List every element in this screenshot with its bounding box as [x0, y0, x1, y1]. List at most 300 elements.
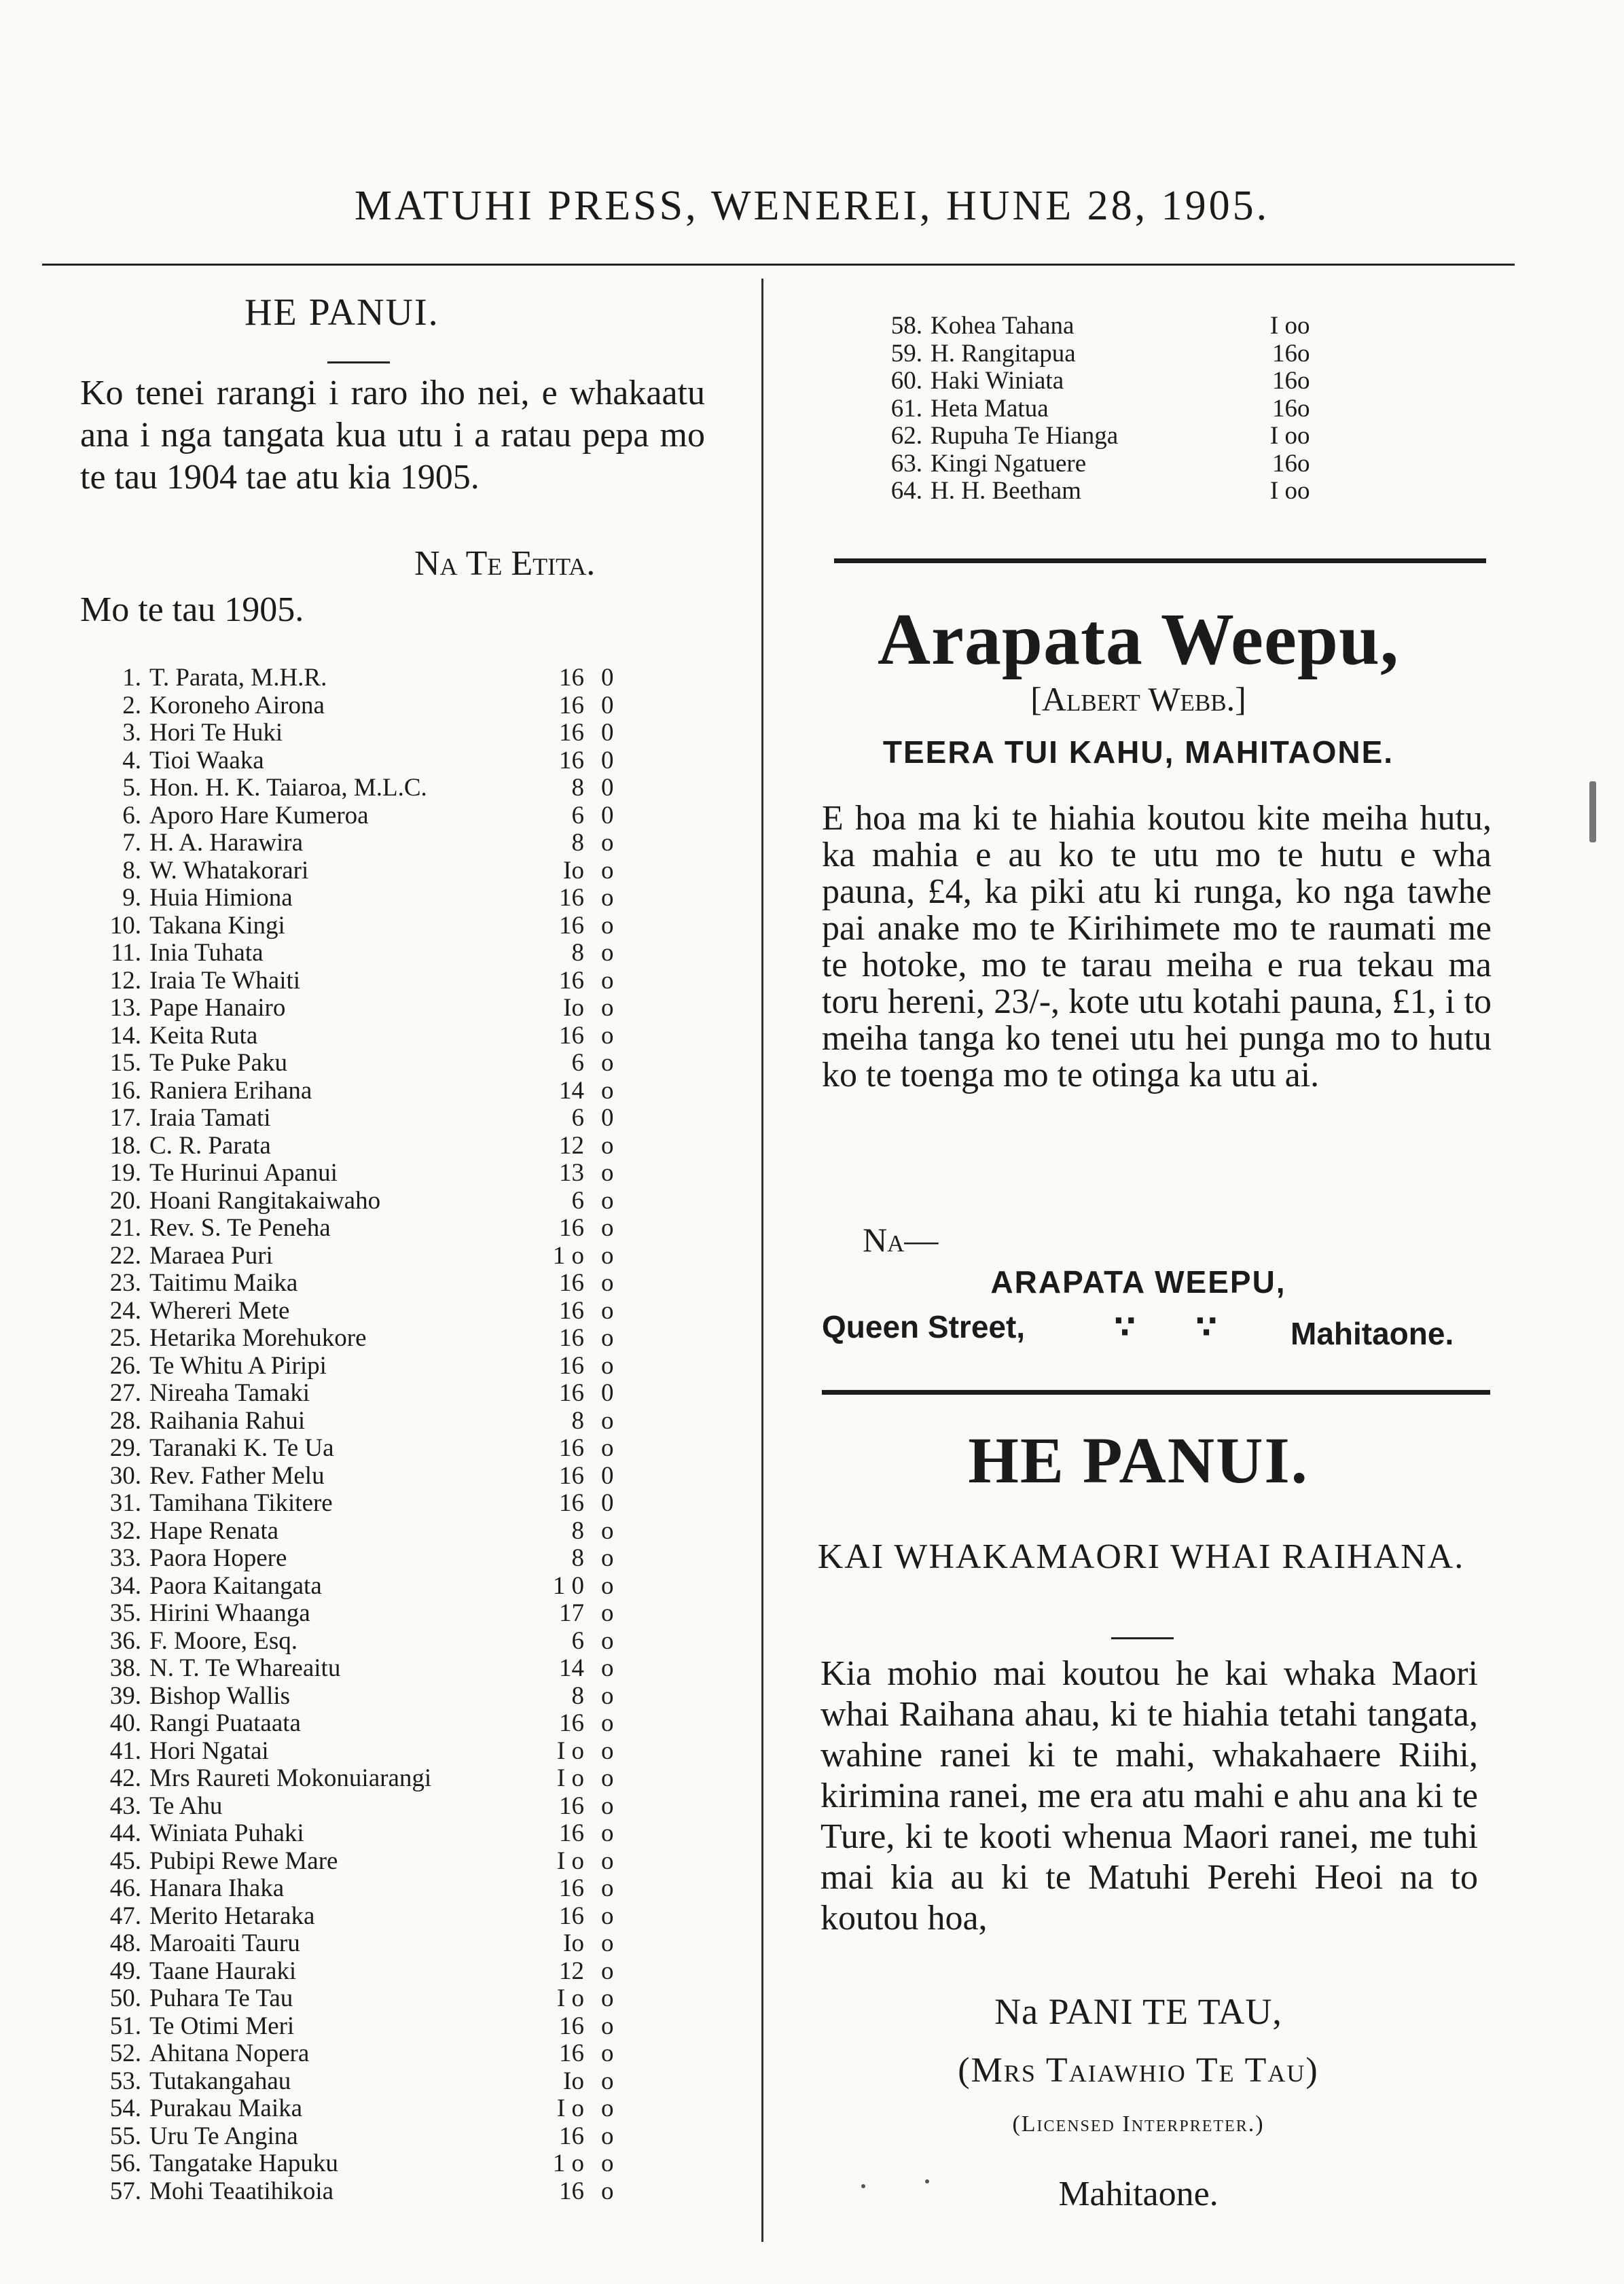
subscriber-number: 27. — [109, 1379, 141, 1407]
amount-shillings: 13 — [559, 1159, 584, 1187]
subscriber-row — [890, 395, 1433, 423]
subscriber-row — [109, 1214, 614, 1243]
amount-pence: o — [601, 1599, 614, 1627]
amount-pence: 0 — [601, 1489, 614, 1517]
subscriber-name: F. Moore, Esq. — [149, 1626, 298, 1655]
subscriber-row — [109, 1736, 614, 1766]
subscriber-row — [109, 1324, 614, 1353]
subscriber-row — [109, 1434, 614, 1463]
subscriber-row — [109, 2012, 614, 2041]
amount-shillings: 8 — [571, 1406, 584, 1435]
amount-pence: o — [601, 2067, 614, 2095]
amount-shillings: Io — [563, 2067, 584, 2095]
subscriber-name: Te Otimi Meri — [149, 2012, 295, 2040]
speck — [925, 2179, 929, 2183]
subscriber-row — [109, 1049, 614, 1077]
amount-pence: o — [601, 1571, 614, 1600]
subscriber-row — [890, 368, 1433, 395]
advert-title: Arapata Weepu, — [877, 599, 1400, 680]
subscriber-number: 28. — [109, 1406, 141, 1435]
subscriber-name: Raihania Rahui — [149, 1406, 306, 1435]
amount-shillings: 16 — [1272, 449, 1297, 478]
subscriber-row — [109, 994, 614, 1022]
subscriber-number: 38. — [109, 1654, 141, 1682]
amount-pence: o — [1297, 422, 1310, 450]
amount-shillings: 12 — [559, 1957, 584, 1985]
amount-shillings: 8 — [571, 939, 584, 967]
subscriber-name: Tutakangahau — [149, 2067, 291, 2095]
amount-pence: o — [601, 884, 614, 912]
subscriber-name: Rev. S. Te Peneha — [149, 1214, 331, 1242]
subscriber-row — [109, 1186, 614, 1215]
amount-shillings: 8 — [571, 774, 584, 802]
subscriber-number: 3. — [122, 719, 141, 747]
advert-trade: TEERA TUI KAHU, MAHITAONE. — [882, 734, 1394, 770]
subscriber-number: 31. — [109, 1489, 141, 1517]
subscriber-number: 43. — [109, 1791, 141, 1820]
subscriber-name: Nireaha Tamaki — [149, 1379, 310, 1407]
amount-pence: o — [601, 1681, 614, 1710]
subscriber-name: H. H. Beetham — [931, 477, 1081, 505]
subscriber-name: W. Whatakorari — [149, 856, 309, 885]
amount-shillings: 16 — [559, 2039, 584, 2067]
subscriber-row — [109, 1461, 614, 1491]
subscriber-row — [109, 884, 614, 912]
subscriber-number: 13. — [109, 994, 141, 1022]
subscriber-row — [109, 1599, 614, 1628]
amount-shillings: I o — [1269, 312, 1297, 340]
subscriber-number: 46. — [109, 1874, 141, 1902]
subscriber-row — [109, 1902, 614, 1931]
advert-street: Queen Street, — [822, 1309, 1026, 1344]
notice-rule — [1111, 1637, 1174, 1639]
subscriber-row — [109, 2177, 614, 2206]
amount-pence: o — [601, 1324, 614, 1352]
subscriber-row — [109, 1654, 614, 1683]
subscriber-number: 24. — [109, 1296, 141, 1325]
subscriber-row — [109, 1159, 614, 1188]
subscriber-row — [109, 1681, 614, 1711]
subscriber-list — [109, 664, 614, 2205]
subscriber-name: H. Rangitapua — [931, 339, 1076, 368]
amount-pence: o — [601, 2149, 614, 2177]
notice-place: Mahitaone. — [1058, 2175, 1219, 2213]
amount-shillings: 16 — [559, 1214, 584, 1242]
amount-shillings: 8 — [571, 1681, 584, 1710]
subscriber-number: 54. — [109, 2094, 141, 2122]
subscriber-number: 9. — [122, 884, 141, 912]
subscriber-row — [109, 1929, 614, 1958]
subscriber-row — [109, 1571, 614, 1601]
amount-pence: o — [1297, 339, 1310, 368]
amount-shillings: 16 — [559, 719, 584, 747]
amount-pence: o — [601, 1516, 614, 1545]
subscriber-row — [109, 1957, 614, 1986]
subscriber-number: 40. — [109, 1709, 141, 1737]
amount-pence: o — [601, 1406, 614, 1435]
subscriber-name: Paora Kaitangata — [149, 1571, 322, 1600]
amount-shillings: Io — [563, 856, 584, 885]
subscriber-name: Hon. H. K. Taiaroa, M.L.C. — [149, 774, 427, 802]
amount-shillings: 16 — [559, 1434, 584, 1462]
left-year-line: Mo te tau 1905. — [80, 590, 304, 629]
amount-shillings: 14 — [559, 1654, 584, 1682]
amount-shillings: I o — [556, 2094, 584, 2122]
subscriber-row — [890, 450, 1433, 478]
notice-title: HE PANUI. — [968, 1424, 1309, 1497]
amount-shillings: 16 — [559, 1709, 584, 1737]
subscriber-name: H. A. Harawira — [149, 829, 304, 857]
amount-shillings: 12 — [559, 1131, 584, 1160]
subscriber-number: 12. — [109, 966, 141, 995]
amount-shillings: Io — [563, 994, 584, 1022]
amount-pence: o — [601, 1791, 614, 1820]
subscriber-name: Aporo Hare Kumeroa — [149, 801, 369, 829]
amount-shillings: 16 — [559, 1269, 584, 1297]
subscriber-row — [109, 746, 614, 775]
amount-shillings: 16 — [559, 1461, 584, 1490]
amount-pence: o — [601, 1874, 614, 1902]
subscriber-row — [109, 1516, 614, 1546]
amount-shillings: 1 o — [552, 2149, 584, 2177]
subscriber-row — [109, 1874, 614, 1903]
amount-shillings: Io — [563, 1929, 584, 1957]
amount-pence: o — [601, 1351, 614, 1380]
amount-pence: o — [601, 1269, 614, 1297]
amount-shillings: 8 — [571, 1544, 584, 1572]
amount-pence: o — [601, 1544, 614, 1572]
subscriber-name: Te Whitu A Piripi — [149, 1351, 327, 1380]
subscriber-row — [109, 664, 614, 692]
amount-pence: o — [1297, 477, 1310, 505]
subscriber-number: 29. — [109, 1434, 141, 1462]
subscriber-number: 55. — [109, 2122, 141, 2150]
subscriber-number: 42. — [109, 1764, 141, 1792]
subscriber-number: 17. — [109, 1104, 141, 1132]
subscriber-number: 41. — [109, 1736, 141, 1765]
subscriber-row — [890, 340, 1433, 368]
subscriber-row — [109, 1544, 614, 1573]
subscriber-row — [109, 856, 614, 885]
amount-pence: 0 — [601, 691, 614, 719]
amount-pence: 0 — [601, 1461, 614, 1490]
subscriber-name: Rupuha Te Hianga — [931, 422, 1119, 450]
advert-na: Na— — [863, 1221, 939, 1259]
speck — [861, 2184, 865, 2188]
amount-shillings: 16 — [559, 2177, 584, 2205]
subscriber-name: Te Ahu — [149, 1791, 223, 1820]
subscriber-number: 61. — [890, 394, 922, 423]
notice-licensed: (Licensed Interpreter.) — [1012, 2111, 1265, 2137]
subscriber-name: Te Puke Paku — [149, 1049, 287, 1077]
subscriber-name: Hetarika Morehukore — [149, 1324, 367, 1352]
subscriber-name: Mrs Raureti Mokonuiarangi — [149, 1764, 432, 1792]
amount-shillings: 8 — [571, 1516, 584, 1545]
subscriber-name: Kingi Ngatuere — [931, 449, 1087, 478]
amount-pence: o — [601, 2094, 614, 2122]
subscriber-row — [109, 774, 614, 802]
subscriber-row — [109, 1131, 614, 1160]
subscriber-number: 51. — [109, 2012, 141, 2040]
amount-pence: o — [601, 2177, 614, 2205]
amount-shillings: 16 — [559, 1791, 584, 1820]
subscriber-name: Pape Hanairo — [149, 994, 286, 1022]
subscriber-name: Uru Te Angina — [149, 2122, 298, 2150]
amount-shillings: 16 — [559, 1296, 584, 1325]
amount-shillings: 6 — [571, 1186, 584, 1215]
subscriber-name: Ahitana Nopera — [149, 2039, 310, 2067]
margin-mark — [1589, 781, 1596, 842]
amount-pence: 0 — [601, 774, 614, 802]
amount-pence: o — [1297, 394, 1310, 423]
subscriber-number: 57. — [109, 2177, 141, 2205]
amount-pence: o — [1297, 367, 1310, 395]
subscriber-row — [109, 829, 614, 857]
subscriber-name: Hanara Ihaka — [149, 1874, 285, 1902]
subscriber-row — [109, 1241, 614, 1270]
subscriber-number: 8. — [122, 856, 141, 885]
amount-shillings: 16 — [559, 1902, 584, 1930]
amount-pence: o — [1297, 449, 1310, 478]
subscriber-name: Purakau Maika — [149, 2094, 303, 2122]
amount-pence: o — [601, 1846, 614, 1875]
subscriber-number: 6. — [122, 801, 141, 829]
amount-pence: o — [601, 939, 614, 967]
subscriber-name: Takana Kingi — [149, 911, 285, 940]
subscriber-name: Taane Hauraki — [149, 1957, 297, 1985]
subscriber-number: 59. — [890, 339, 922, 368]
subscriber-row — [109, 1351, 614, 1380]
advert-town: Mahitaone. — [1291, 1316, 1454, 1351]
subscriber-name: Kohea Tahana — [931, 312, 1075, 340]
amount-pence: o — [601, 966, 614, 995]
subscriber-name: Huia Himiona — [149, 884, 293, 912]
subscriber-row — [109, 1709, 614, 1738]
amount-pence: o — [601, 1902, 614, 1930]
advert-top-rule — [834, 558, 1486, 563]
amount-pence: o — [601, 911, 614, 940]
subscriber-number: 60. — [890, 367, 922, 395]
subscriber-row — [109, 1626, 614, 1656]
subscriber-name: Merito Hetaraka — [149, 1902, 315, 1930]
amount-shillings: 16 — [559, 746, 584, 774]
amount-pence: o — [601, 1957, 614, 1985]
amount-shillings: 16 — [559, 1819, 584, 1847]
advert-dots-2: ∵ — [1195, 1309, 1218, 1344]
subscriber-name: Bishop Wallis — [149, 1681, 291, 1710]
subscriber-name: Tioi Waaka — [149, 746, 264, 774]
amount-pence: o — [601, 1984, 614, 2012]
amount-pence: o — [601, 1186, 614, 1215]
subscriber-row — [109, 939, 614, 967]
subscriber-row — [109, 1076, 614, 1105]
amount-shillings: 16 — [559, 966, 584, 995]
amount-pence: o — [601, 1819, 614, 1847]
column-divider — [761, 279, 763, 2242]
amount-pence: o — [601, 1709, 614, 1737]
amount-shillings: 16 — [559, 1874, 584, 1902]
subscriber-number: 5. — [122, 774, 141, 802]
subscriber-number: 18. — [109, 1131, 141, 1160]
subscriber-number: 52. — [109, 2039, 141, 2067]
amount-pence: 0 — [601, 746, 614, 774]
subscriber-row — [109, 911, 614, 940]
subscriber-name: Taranaki K. Te Ua — [149, 1434, 334, 1462]
amount-shillings: 17 — [559, 1599, 584, 1627]
subscriber-row — [109, 719, 614, 747]
subscriber-number: 44. — [109, 1819, 141, 1847]
amount-pence: o — [601, 829, 614, 857]
left-heading-rule — [327, 361, 390, 363]
amount-pence: o — [601, 1296, 614, 1325]
subscriber-number: 49. — [109, 1957, 141, 1985]
subscriber-row — [109, 1269, 614, 1298]
advert-body: E hoa ma ki te hiahia koutou kite meiha hutu, ka mahia e au ko te utu mo te hutu e wha pauna, £4, ka piki atu ki runga, ko nga tawhe pai anake mo te Kirihimete mo te raumati me te hotoke, mo te tarau meiha e rua tekau ma toru hereni, 23/-, kote utu kotahi pauna, £1, i to meiha tanga ko tenei utu hei punga mo to hutu ko te toenga mo te otinga ka utu ai. — [822, 799, 1492, 1094]
subscriber-number: 20. — [109, 1186, 141, 1215]
notice-mrs: (Mrs Taiawhio Te Tau) — [958, 2051, 1319, 2090]
subscriber-name: Te Hurinui Apanui — [149, 1159, 338, 1187]
left-intro: Ko tenei rarangi i raro iho nei, e whakaatu ana i nga tangata kua utu i a ratau pepa mo te tau 1904 tae atu kia 1905. — [80, 374, 705, 497]
subscriber-number: 63. — [890, 449, 922, 478]
subscriber-number: 14. — [109, 1021, 141, 1050]
subscriber-name: Tangatake Hapuku — [149, 2149, 338, 2177]
amount-pence: o — [601, 1049, 614, 1077]
subscriber-number: 32. — [109, 1516, 141, 1545]
amount-shillings: 16 — [1272, 367, 1297, 395]
amount-pence: o — [601, 1076, 614, 1105]
amount-pence: o — [601, 2012, 614, 2040]
subscriber-number: 33. — [109, 1544, 141, 1572]
amount-shillings: 16 — [559, 1324, 584, 1352]
amount-shillings: 6 — [571, 801, 584, 829]
subscriber-number: 50. — [109, 1984, 141, 2012]
subscriber-number: 23. — [109, 1269, 141, 1297]
subscriber-row — [109, 1489, 614, 1518]
subscriber-name: Haki Winiata — [931, 367, 1064, 395]
amount-shillings: I o — [1269, 422, 1297, 450]
amount-shillings: 16 — [559, 1489, 584, 1517]
amount-pence: o — [601, 2039, 614, 2067]
amount-pence: o — [601, 1764, 614, 1792]
subscriber-list-continued — [890, 313, 1433, 505]
subscriber-number: 4. — [122, 746, 141, 774]
subscriber-number: 35. — [109, 1599, 141, 1627]
subscriber-name: Tamihana Tikitere — [149, 1489, 333, 1517]
subscriber-name: Whereri Mete — [149, 1296, 290, 1325]
subscriber-row — [890, 478, 1433, 505]
subscriber-row — [109, 1984, 614, 2013]
subscriber-name: Raniera Erihana — [149, 1076, 312, 1105]
subscriber-row — [109, 2094, 614, 2123]
subscriber-number: 22. — [109, 1241, 141, 1270]
left-heading: HE PANUI. — [245, 291, 439, 334]
notice-sign: Na PANI TE TAU, — [994, 1991, 1282, 2032]
subscriber-number: 11. — [111, 939, 141, 967]
amount-pence: o — [601, 1214, 614, 1242]
amount-shillings: 16 — [559, 1021, 584, 1050]
subscriber-name: N. T. Te Whareaitu — [149, 1654, 341, 1682]
amount-shillings: 14 — [559, 1076, 584, 1105]
subscriber-name: Hori Te Huki — [149, 719, 283, 747]
subscriber-row — [109, 1104, 614, 1132]
subscriber-row — [109, 2149, 614, 2178]
subscriber-name: Rangi Puataata — [149, 1709, 301, 1737]
amount-shillings: I o — [1269, 477, 1297, 505]
subscriber-row — [109, 691, 614, 720]
subscriber-name: T. Parata, M.H.R. — [149, 664, 327, 692]
notice-body: Kia mohio mai koutou he kai whaka Maori whai Raihana ahau, ki te hiahia tetahi tangata, wahine ranei ki te mahi, whakahaere Riihi, kirimina ranei, me era atu mahi e ahu ana ki te Ture, ki te kooti whenua Maori ranei, me tuhi mai kia au ki te Matuhi Perehi Heoi na to koutou hoa, — [820, 1654, 1478, 1938]
amount-shillings: 16 — [1272, 339, 1297, 368]
amount-pence: o — [601, 1021, 614, 1050]
subscriber-name: Winiata Puhaki — [149, 1819, 304, 1847]
amount-shillings: 8 — [571, 829, 584, 857]
amount-pence: o — [601, 856, 614, 885]
subscriber-row — [109, 1846, 614, 1876]
subscriber-name: Hirini Whaanga — [149, 1599, 310, 1627]
advert-name: ARAPATA WEEPU, — [990, 1264, 1286, 1300]
amount-pence: o — [601, 1736, 614, 1765]
amount-pence: 0 — [601, 1379, 614, 1407]
subscriber-number: 34. — [109, 1571, 141, 1600]
advert-subtitle: [Albert Webb.] — [1030, 680, 1246, 718]
amount-shillings: 16 — [559, 911, 584, 940]
subscriber-name: Maraea Puri — [149, 1241, 273, 1270]
amount-shillings: I o — [556, 1846, 584, 1875]
advert-dots-1: ∵ — [1114, 1309, 1136, 1344]
subscriber-row — [890, 313, 1433, 340]
masthead-rule — [42, 264, 1515, 266]
subscriber-name: Rev. Father Melu — [149, 1461, 325, 1490]
subscriber-row — [109, 1791, 614, 1821]
subscriber-name: Iraia Te Whaiti — [149, 966, 301, 995]
subscriber-name: C. R. Parata — [149, 1131, 271, 1160]
subscriber-number: 56. — [109, 2149, 141, 2177]
subscriber-number: 1. — [122, 664, 141, 692]
amount-pence: o — [601, 1654, 614, 1682]
amount-pence: o — [601, 994, 614, 1022]
subscriber-name: Iraia Tamati — [149, 1104, 271, 1132]
subscriber-row — [109, 1406, 614, 1435]
subscriber-number: 25. — [109, 1324, 141, 1352]
amount-shillings: 16 — [559, 2012, 584, 2040]
amount-shillings: 1 o — [552, 1241, 584, 1270]
amount-pence: o — [601, 2122, 614, 2150]
subscriber-number: 58. — [890, 312, 922, 340]
subscriber-name: Maroaiti Tauru — [149, 1929, 300, 1957]
amount-shillings: 16 — [559, 664, 584, 692]
subscriber-number: 15. — [109, 1049, 141, 1077]
amount-pence: o — [601, 1241, 614, 1270]
subscriber-number: 19. — [109, 1159, 141, 1187]
amount-shillings: I o — [556, 1736, 584, 1765]
amount-pence: 0 — [601, 719, 614, 747]
left-signoff: Na Te Etita. — [414, 544, 596, 583]
amount-shillings: I o — [556, 1764, 584, 1792]
subscriber-row — [109, 1296, 614, 1325]
amount-shillings: 16 — [559, 1379, 584, 1407]
subscriber-number: 47. — [109, 1902, 141, 1930]
amount-pence: o — [1297, 312, 1310, 340]
amount-shillings: 16 — [559, 691, 584, 719]
subscriber-name: Keita Ruta — [149, 1021, 258, 1050]
subscriber-name: Hape Renata — [149, 1516, 279, 1545]
subscriber-row — [109, 2039, 614, 2068]
amount-pence: 0 — [601, 664, 614, 692]
amount-shillings: 6 — [571, 1104, 584, 1132]
subscriber-number: 39. — [109, 1681, 141, 1710]
amount-shillings: 16 — [1272, 394, 1297, 423]
subscriber-name: Inia Tuhata — [149, 939, 264, 967]
